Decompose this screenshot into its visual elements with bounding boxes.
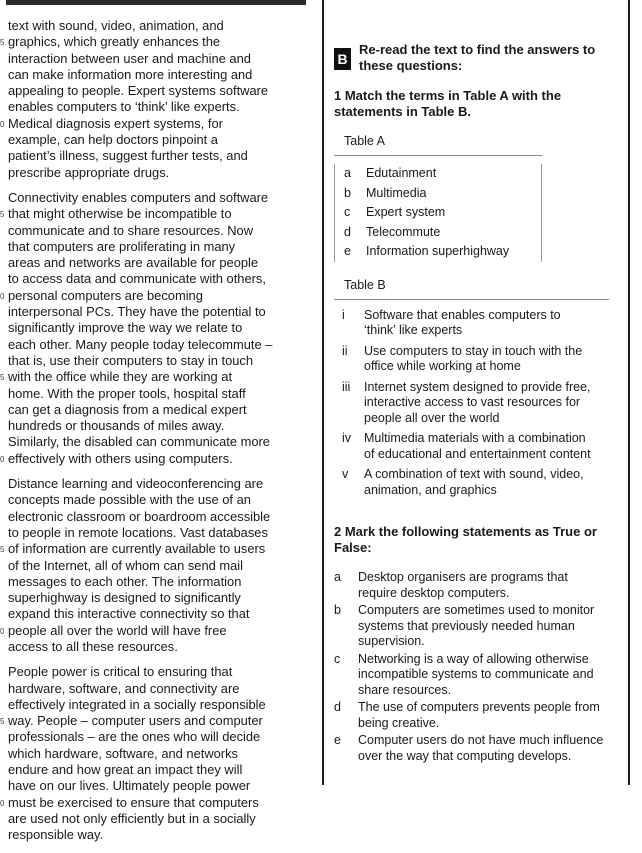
item-text-line: The use of computers prevents people from [358, 700, 600, 714]
exercise-panel [334, 42, 624, 766]
text-line [8, 476, 308, 492]
section-header [334, 42, 624, 74]
text-line-content: that is, use their computers to stay in touch [8, 352, 254, 368]
text-line [8, 271, 308, 287]
text-line-content: electronic classroom or boardroom accessible [8, 508, 271, 524]
text-line [0, 794, 308, 811]
text-line [8, 320, 308, 336]
text-line [8, 239, 308, 255]
text-line-content: messages to each other. The information [8, 573, 242, 589]
text-line [8, 132, 308, 148]
text-line-content: of the Internet, all of whom can send mail [8, 557, 244, 573]
line-number: 0 [0, 291, 5, 301]
text-line [8, 778, 308, 794]
item-text [358, 603, 624, 650]
item-label: c [344, 205, 351, 219]
item-text-line: Networking is a way of allowing otherwise [358, 651, 589, 666]
text-line-content: with the office while they are working at [8, 369, 233, 385]
item-text [358, 652, 624, 699]
item-text [364, 467, 609, 498]
line-number: 0 [0, 798, 5, 808]
text-paragraph [0, 18, 308, 181]
item-label: d [344, 224, 351, 239]
text-line-content: to people in remote locations. Vast databases [8, 524, 268, 540]
item-label: d [334, 700, 341, 714]
text-line [8, 67, 308, 83]
item-label: e [334, 733, 341, 747]
true-false-list [334, 570, 624, 764]
table-b-item [334, 380, 609, 427]
text-line [8, 525, 308, 541]
text-line-content: people all over the world will have free [8, 622, 227, 638]
item-text-line: incompatible systems to communicate and [358, 667, 594, 681]
text-line [8, 606, 308, 622]
text-line [0, 369, 308, 385]
text-line-content: can make information more interesting and [8, 66, 253, 82]
text-line-content: each other. Many people today telecommute – [8, 336, 273, 352]
text-line-content: communicate and to share resources. Now [8, 222, 254, 238]
text-line-content: expand this interactive connectivity so that [8, 606, 250, 622]
item-text-line: animation, and graphics [364, 482, 497, 497]
text-line [0, 713, 308, 729]
text-line-content: home. With the proper tools, hospital staff [8, 385, 246, 401]
item-text-line: office while working at home [364, 359, 521, 373]
text-line-content: can get a diagnosis from a medical expert [8, 401, 247, 417]
text-line [8, 590, 308, 606]
item-text [364, 308, 609, 339]
text-line-content: interaction between user and machine and [8, 50, 251, 66]
item-text-line: share resources. [358, 682, 452, 697]
top-rule [6, 0, 306, 5]
text-line-content: Similarly, the disabled can communicate more [8, 434, 270, 450]
text-line [8, 83, 308, 99]
item-label: iv [342, 431, 352, 445]
table-a-item [334, 242, 542, 262]
statement-item [334, 733, 624, 764]
text-line [8, 697, 308, 713]
text-line [8, 558, 308, 574]
text-line-content: interpersonal PCs. They have the potential to [8, 304, 266, 320]
text-line [8, 729, 308, 745]
section-badge: B [334, 48, 351, 70]
table-a-left-rule [334, 164, 335, 262]
text-line [8, 681, 308, 697]
text-line [0, 622, 308, 639]
text-line [8, 223, 308, 239]
item-text [358, 700, 624, 731]
text-line [8, 402, 308, 418]
table-a-item [334, 184, 542, 204]
item-text: Edutainment [366, 166, 437, 180]
text-line [8, 492, 308, 508]
line-number: 0 [0, 119, 5, 129]
text-line [0, 206, 308, 222]
item-label: e [344, 244, 351, 258]
table-b-item [334, 467, 609, 498]
item-text-line: interactive access to vast resources for [364, 395, 581, 409]
text-line-content: way. People – computer users and computer [8, 713, 263, 729]
item-text: Multimedia [366, 185, 427, 200]
text-line-content: that computers are proliferating in many [8, 238, 236, 254]
text-line [8, 255, 308, 271]
question-1-title: 1 Match the terms in Table A with the statements in Table B. [334, 88, 562, 119]
item-text-line: Desktop organisers are programs that [358, 570, 568, 584]
statement-item [334, 570, 624, 601]
item-text-line: A combination of text with sound, video, [364, 467, 584, 481]
text-line [8, 811, 308, 827]
item-text: Expert system [366, 205, 446, 219]
table-a-item [334, 203, 542, 223]
item-text-line: over the way that computing develops. [358, 748, 572, 763]
text-line-content: effectively integrated in a socially responsible [8, 696, 266, 712]
text-line [8, 165, 308, 181]
item-label: b [344, 185, 351, 200]
table-a-heading: Table A [344, 134, 386, 148]
text-line-content: to access data and communicate with others, [8, 271, 266, 287]
text-line [8, 746, 308, 762]
text-line-content: Connectivity enables computers and software [8, 189, 269, 205]
text-line-content: effectively with others using computers. [8, 450, 233, 466]
text-line [8, 148, 308, 164]
text-line-content: superhighway is designed to significantly [8, 590, 241, 606]
text-line-content: Distance learning and videoconferencing are [8, 476, 264, 492]
text-paragraph [0, 189, 308, 467]
table-b-item [334, 431, 609, 462]
item-text-line: ‘think’ like experts [364, 323, 463, 337]
text-line-content: prescribe appropriate drugs. [8, 164, 170, 180]
text-line-content: which hardware, software, and networks [8, 745, 238, 761]
text-line-content: personal computers are becoming [8, 287, 203, 303]
question-2-title: 2 Mark the following statements as True or False: [334, 524, 597, 555]
table-a-item [334, 223, 542, 243]
item-text-line: Internet system designed to provide free, [364, 379, 591, 394]
item-text [358, 570, 624, 601]
text-line [8, 18, 308, 34]
text-line-content: text with sound, video, animation, and [8, 18, 224, 33]
item-text-line: being creative. [358, 715, 440, 730]
text-line [8, 99, 308, 115]
item-label: a [334, 570, 341, 584]
text-line-content: must be exercised to ensure that computers [8, 794, 259, 810]
text-line [8, 304, 308, 320]
line-number: 5 [0, 545, 5, 555]
statement-item [334, 700, 624, 731]
item-label: iii [342, 379, 351, 394]
text-line-content: hundreds or thousands of miles away. [8, 418, 225, 434]
text-line-content: responsible way. [8, 827, 104, 843]
text-line [8, 418, 308, 434]
text-line-content: of information are currently available to users [8, 541, 266, 557]
table-b [334, 299, 609, 499]
text-line [8, 386, 308, 402]
item-text-line: Multimedia materials with a combination [364, 431, 586, 445]
item-text [364, 431, 609, 462]
text-line-content: Medical diagnosis expert systems, for [8, 115, 223, 131]
text-line [0, 287, 308, 304]
text-line [8, 664, 308, 680]
item-label: v [342, 467, 349, 481]
text-line [8, 51, 308, 67]
text-line [8, 434, 308, 450]
item-text: Telecommute [366, 224, 441, 239]
item-text [358, 733, 624, 764]
text-line-content: concepts made possible with the use of an [8, 492, 251, 508]
text-line-content: access to all these resources. [8, 638, 178, 654]
table-a-item [334, 164, 542, 184]
reading-text [0, 18, 308, 853]
text-line-content: example, can help doctors pinpoint a [8, 132, 218, 148]
text-line [8, 353, 308, 369]
line-number: 0 [0, 454, 5, 464]
table-b-heading: Table B [344, 277, 386, 292]
text-line [0, 34, 308, 50]
text-line-content: enables computers to ‘think’ like experts. [8, 99, 240, 115]
item-text-line: require desktop computers. [358, 585, 510, 600]
text-line-content: appealing to people. Expert systems software [8, 83, 269, 99]
table-a-right-rule [541, 164, 542, 262]
item-label: a [344, 166, 351, 180]
item-text-line: people all over the world [364, 410, 500, 425]
text-line [8, 337, 308, 353]
item-text-line: Computer users do not have much influence [358, 733, 604, 747]
item-text: Information superhighway [366, 244, 510, 258]
item-text-line: of educational and entertainment content [364, 446, 591, 461]
text-line-content: endure and how great an impact they will [8, 762, 243, 778]
text-line [8, 509, 308, 525]
statement-item [334, 603, 624, 650]
item-text-line: Software that enables computers to [364, 307, 561, 322]
text-line [8, 639, 308, 655]
line-number: 5 [0, 717, 5, 727]
item-text [364, 380, 609, 427]
table-b-item [334, 344, 609, 375]
text-line-content: graphics, which greatly enhances the [8, 34, 221, 50]
line-number: 0 [0, 626, 5, 636]
item-label: ii [342, 343, 348, 358]
item-label: i [342, 307, 345, 322]
text-line [0, 115, 308, 132]
line-number: 5 [0, 210, 5, 220]
line-number: 5 [0, 38, 5, 48]
table-b-item [334, 308, 609, 339]
text-line-content: hardware, software, and connectivity are [8, 680, 240, 696]
text-paragraph [0, 476, 308, 655]
line-number: 5 [0, 373, 5, 383]
text-line [8, 762, 308, 778]
text-line-content: areas and networks are available for people [8, 255, 259, 271]
item-text-line: supervision. [358, 634, 425, 648]
item-text-line: systems that previously needed human [358, 618, 575, 633]
text-line [8, 574, 308, 590]
item-label: b [334, 603, 341, 617]
text-line [0, 450, 308, 467]
table-a [334, 155, 542, 262]
item-text-line: Computers are sometimes used to monitor [358, 603, 595, 617]
section-title: Re-read the text to find the answers to these questions: [359, 42, 596, 73]
text-line-content: People power is critical to ensuring that [8, 664, 233, 680]
text-paragraph [0, 664, 308, 843]
text-line-content: have on our lives. Ultimately people power [8, 778, 251, 794]
text-line-content: are used not only efficiently but in a socially [8, 810, 256, 826]
text-line [8, 827, 308, 843]
text-line-content: that might otherwise be incompatible to [8, 206, 232, 222]
text-line-content: significantly improve the way we relate to [8, 320, 243, 336]
text-line-content: patient’s illness, suggest further tests, and [8, 148, 248, 164]
text-line-content: professionals – are the ones who will decide [8, 729, 261, 745]
item-text [364, 344, 609, 375]
text-line [0, 541, 308, 557]
item-label: c [334, 651, 341, 666]
text-line [8, 190, 308, 206]
statement-item [334, 652, 624, 699]
item-text-line: Use computers to stay in touch with the [364, 343, 583, 358]
